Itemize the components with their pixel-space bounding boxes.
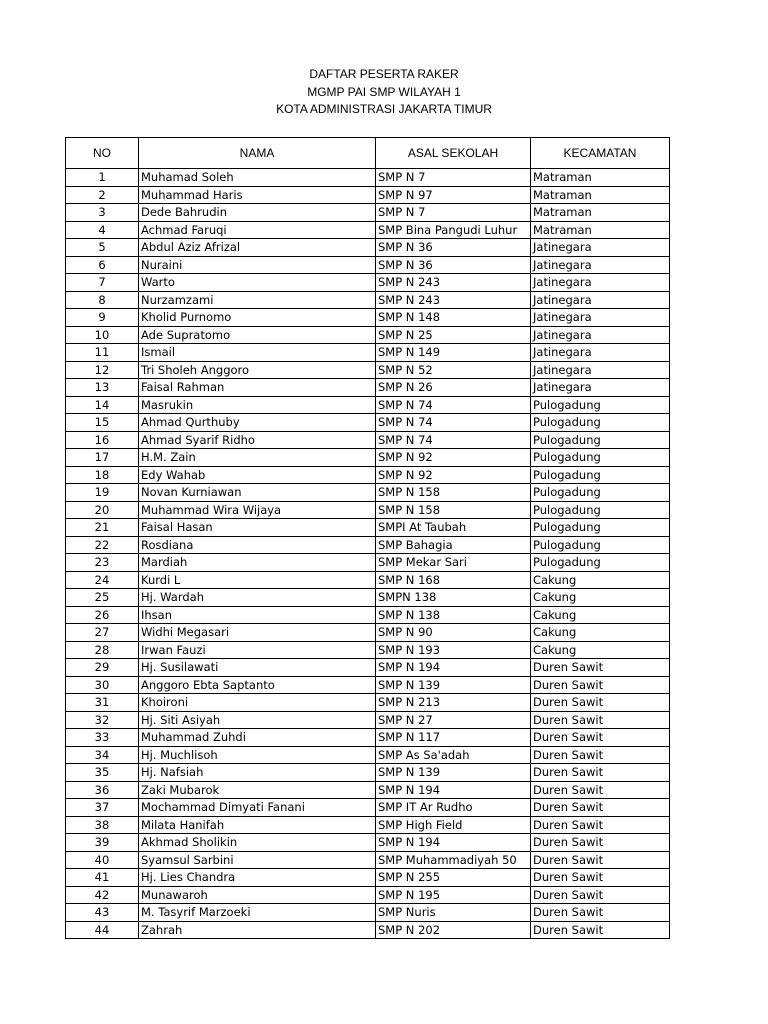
cell-kecamatan: Duren Sawit (531, 921, 670, 939)
cell-kecamatan: Jatinegara (531, 326, 670, 344)
cell-asal-sekolah: SMP N 36 (376, 256, 531, 274)
table-row (66, 519, 670, 537)
cell-asal-sekolah: SMP N 255 (376, 869, 531, 887)
cell-no: 34 (66, 746, 139, 764)
cell-nama: Hj. Nafsiah (139, 764, 376, 782)
cell-asal-sekolah: SMP N 158 (376, 484, 531, 502)
cell-asal-sekolah: SMP N 193 (376, 641, 531, 659)
cell-nama: Kholid Purnomo (139, 309, 376, 327)
cell-no: 33 (66, 729, 139, 747)
document-title-block (0, 66, 768, 119)
cell-asal-sekolah: SMP N 26 (376, 379, 531, 397)
cell-kecamatan: Jatinegara (531, 291, 670, 309)
cell-nama: Hj. Wardah (139, 589, 376, 607)
cell-nama: Widhi Megasari (139, 624, 376, 642)
table-row (66, 239, 670, 257)
cell-asal-sekolah: SMP Nuris (376, 904, 531, 922)
cell-no: 3 (66, 204, 139, 222)
cell-kecamatan: Duren Sawit (531, 676, 670, 694)
cell-no: 11 (66, 344, 139, 362)
table-row (66, 659, 670, 677)
cell-asal-sekolah: SMP N 202 (376, 921, 531, 939)
cell-nama: Syamsul Sarbini (139, 851, 376, 869)
cell-kecamatan: Duren Sawit (531, 816, 670, 834)
cell-no: 23 (66, 554, 139, 572)
cell-no: 36 (66, 781, 139, 799)
cell-asal-sekolah: SMP N 7 (376, 204, 531, 222)
cell-no: 1 (66, 169, 139, 187)
cell-no: 16 (66, 431, 139, 449)
cell-asal-sekolah: SMP N 243 (376, 274, 531, 292)
cell-nama: Ahmad Qurthuby (139, 414, 376, 432)
cell-no: 2 (66, 186, 139, 204)
cell-no: 10 (66, 326, 139, 344)
cell-asal-sekolah: SMPN 138 (376, 589, 531, 607)
cell-asal-sekolah: SMP Muhammadiyah 50 (376, 851, 531, 869)
cell-nama: Milata Hanifah (139, 816, 376, 834)
cell-asal-sekolah: SMP High Field (376, 816, 531, 834)
cell-kecamatan: Jatinegara (531, 361, 670, 379)
cell-no: 27 (66, 624, 139, 642)
cell-asal-sekolah: SMP IT Ar Rudho (376, 799, 531, 817)
table-row (66, 746, 670, 764)
table-row (66, 309, 670, 327)
cell-nama: Zahrah (139, 921, 376, 939)
cell-kecamatan: Pulogadung (531, 519, 670, 537)
table-row (66, 501, 670, 519)
cell-no: 15 (66, 414, 139, 432)
cell-nama: Akhmad Sholikin (139, 834, 376, 852)
cell-kecamatan: Pulogadung (531, 431, 670, 449)
table-row (66, 641, 670, 659)
cell-nama: Ihsan (139, 606, 376, 624)
cell-no: 4 (66, 221, 139, 239)
cell-asal-sekolah: SMP N 52 (376, 361, 531, 379)
cell-no: 13 (66, 379, 139, 397)
table-row (66, 869, 670, 887)
cell-kecamatan: Duren Sawit (531, 659, 670, 677)
cell-asal-sekolah: SMP N 27 (376, 711, 531, 729)
table-row (66, 466, 670, 484)
cell-kecamatan: Duren Sawit (531, 694, 670, 712)
cell-kecamatan: Duren Sawit (531, 729, 670, 747)
cell-nama: Masrukin (139, 396, 376, 414)
cell-kecamatan: Duren Sawit (531, 851, 670, 869)
table-row (66, 256, 670, 274)
cell-nama: Ismail (139, 344, 376, 362)
cell-no: 35 (66, 764, 139, 782)
cell-kecamatan: Jatinegara (531, 274, 670, 292)
cell-no: 6 (66, 256, 139, 274)
cell-no: 28 (66, 641, 139, 659)
table-row (66, 344, 670, 362)
cell-no: 32 (66, 711, 139, 729)
cell-asal-sekolah: SMP N 195 (376, 886, 531, 904)
cell-asal-sekolah: SMP N 74 (376, 431, 531, 449)
cell-kecamatan: Duren Sawit (531, 746, 670, 764)
cell-nama: Novan Kurniawan (139, 484, 376, 502)
cell-nama: Edy Wahab (139, 466, 376, 484)
cell-no: 21 (66, 519, 139, 537)
cell-no: 30 (66, 676, 139, 694)
cell-kecamatan: Duren Sawit (531, 799, 670, 817)
cell-no: 25 (66, 589, 139, 607)
cell-nama: Tri Sholeh Anggoro (139, 361, 376, 379)
header-no: NO (66, 138, 139, 169)
cell-asal-sekolah: SMP N 194 (376, 834, 531, 852)
cell-nama: Muhammad Zuhdi (139, 729, 376, 747)
cell-no: 24 (66, 571, 139, 589)
table-row (66, 536, 670, 554)
cell-no: 29 (66, 659, 139, 677)
cell-asal-sekolah: SMP N 92 (376, 449, 531, 467)
cell-asal-sekolah: SMP N 139 (376, 764, 531, 782)
table-row (66, 204, 670, 222)
table-row (66, 729, 670, 747)
cell-no: 19 (66, 484, 139, 502)
header-nama: NAMA (139, 138, 376, 169)
cell-kecamatan: Pulogadung (531, 449, 670, 467)
cell-kecamatan: Pulogadung (531, 554, 670, 572)
table-row (66, 186, 670, 204)
cell-no: 9 (66, 309, 139, 327)
cell-nama: Muhammad Haris (139, 186, 376, 204)
header-kecamatan: KECAMATAN (531, 138, 670, 169)
cell-asal-sekolah: SMP N 7 (376, 169, 531, 187)
cell-kecamatan: Duren Sawit (531, 886, 670, 904)
cell-no: 18 (66, 466, 139, 484)
cell-no: 8 (66, 291, 139, 309)
cell-kecamatan: Cakung (531, 641, 670, 659)
table-row (66, 554, 670, 572)
cell-asal-sekolah: SMP N 138 (376, 606, 531, 624)
cell-kecamatan: Matraman (531, 204, 670, 222)
table-body (66, 169, 670, 939)
table-row (66, 851, 670, 869)
cell-no: 12 (66, 361, 139, 379)
table-row (66, 816, 670, 834)
cell-asal-sekolah: SMP N 194 (376, 781, 531, 799)
cell-kecamatan: Jatinegara (531, 309, 670, 327)
cell-asal-sekolah: SMP N 213 (376, 694, 531, 712)
cell-nama: H.M. Zain (139, 449, 376, 467)
cell-no: 42 (66, 886, 139, 904)
cell-asal-sekolah: SMP N 139 (376, 676, 531, 694)
cell-asal-sekolah: SMP N 90 (376, 624, 531, 642)
cell-asal-sekolah: SMP N 92 (376, 466, 531, 484)
cell-no: 43 (66, 904, 139, 922)
table-row (66, 449, 670, 467)
cell-no: 26 (66, 606, 139, 624)
table-row (66, 396, 670, 414)
table-row (66, 169, 670, 187)
cell-no: 40 (66, 851, 139, 869)
cell-nama: Anggoro Ebta Saptanto (139, 676, 376, 694)
cell-kecamatan: Matraman (531, 221, 670, 239)
table-row (66, 414, 670, 432)
cell-kecamatan: Duren Sawit (531, 781, 670, 799)
cell-kecamatan: Matraman (531, 169, 670, 187)
cell-nama: Mochammad Dimyati Fanani (139, 799, 376, 817)
cell-asal-sekolah: SMP N 194 (376, 659, 531, 677)
cell-asal-sekolah: SMP N 97 (376, 186, 531, 204)
cell-nama: Faisal Rahman (139, 379, 376, 397)
table-row (66, 589, 670, 607)
table-row (66, 886, 670, 904)
cell-nama: Hj. Siti Asiyah (139, 711, 376, 729)
cell-nama: Hj. Muchlisoh (139, 746, 376, 764)
cell-nama: Kurdi L (139, 571, 376, 589)
cell-nama: Warto (139, 274, 376, 292)
cell-kecamatan: Cakung (531, 589, 670, 607)
table-row (66, 676, 670, 694)
cell-nama: Achmad Faruqi (139, 221, 376, 239)
cell-nama: Irwan Fauzi (139, 641, 376, 659)
cell-kecamatan: Jatinegara (531, 379, 670, 397)
cell-nama: Khoironi (139, 694, 376, 712)
table-row (66, 781, 670, 799)
cell-asal-sekolah: SMP N 148 (376, 309, 531, 327)
cell-nama: Nurzamzami (139, 291, 376, 309)
document-title: DAFTAR PESERTA RAKER (309, 67, 459, 81)
table-row (66, 606, 670, 624)
cell-nama: Rosdiana (139, 536, 376, 554)
document-subtitle: MGMP PAI SMP WILAYAH 1 (307, 84, 461, 99)
table-row (66, 799, 670, 817)
cell-kecamatan: Jatinegara (531, 239, 670, 257)
cell-kecamatan: Duren Sawit (531, 711, 670, 729)
cell-no: 39 (66, 834, 139, 852)
table-row (66, 834, 670, 852)
cell-no: 37 (66, 799, 139, 817)
cell-asal-sekolah: SMP Mekar Sari (376, 554, 531, 572)
table-row (66, 711, 670, 729)
cell-nama: Nuraini (139, 256, 376, 274)
cell-kecamatan: Jatinegara (531, 344, 670, 362)
cell-asal-sekolah: SMP Bina Pangudi Luhur (376, 221, 531, 239)
table-row (66, 274, 670, 292)
table-row (66, 431, 670, 449)
cell-no: 44 (66, 921, 139, 939)
cell-kecamatan: Jatinegara (531, 256, 670, 274)
cell-kecamatan: Pulogadung (531, 501, 670, 519)
cell-asal-sekolah: SMP N 74 (376, 414, 531, 432)
cell-nama: Munawaroh (139, 886, 376, 904)
cell-asal-sekolah: SMP N 25 (376, 326, 531, 344)
cell-kecamatan: Pulogadung (531, 484, 670, 502)
cell-kecamatan: Duren Sawit (531, 904, 670, 922)
cell-kecamatan: Cakung (531, 571, 670, 589)
table-row (66, 764, 670, 782)
table-row (66, 571, 670, 589)
cell-no: 7 (66, 274, 139, 292)
table-header-row (66, 138, 670, 169)
cell-no: 5 (66, 239, 139, 257)
cell-no: 14 (66, 396, 139, 414)
cell-nama: Muhammad Wira Wijaya (139, 501, 376, 519)
cell-nama: Abdul Aziz Afrizal (139, 239, 376, 257)
cell-no: 38 (66, 816, 139, 834)
cell-no: 41 (66, 869, 139, 887)
cell-asal-sekolah: SMP N 168 (376, 571, 531, 589)
cell-kecamatan: Cakung (531, 606, 670, 624)
cell-kecamatan: Pulogadung (531, 466, 670, 484)
table-row (66, 484, 670, 502)
cell-nama: Muhamad Soleh (139, 169, 376, 187)
table-row (66, 624, 670, 642)
cell-no: 22 (66, 536, 139, 554)
cell-asal-sekolah: SMP N 149 (376, 344, 531, 362)
document-region: KOTA ADMINISTRASI JAKARTA TIMUR (276, 102, 492, 116)
cell-asal-sekolah: SMP N 243 (376, 291, 531, 309)
cell-no: 31 (66, 694, 139, 712)
cell-asal-sekolah: SMP N 158 (376, 501, 531, 519)
cell-asal-sekolah: SMPI At Taubah (376, 519, 531, 537)
cell-nama: Hj. Susilawati (139, 659, 376, 677)
cell-nama: Ahmad Syarif Ridho (139, 431, 376, 449)
cell-kecamatan: Pulogadung (531, 396, 670, 414)
cell-kecamatan: Pulogadung (531, 536, 670, 554)
cell-kecamatan: Duren Sawit (531, 869, 670, 887)
table-row (66, 361, 670, 379)
cell-nama: Zaki Mubarok (139, 781, 376, 799)
table-row (66, 694, 670, 712)
cell-kecamatan: Matraman (531, 186, 670, 204)
cell-nama: Mardiah (139, 554, 376, 572)
cell-nama: Faisal Hasan (139, 519, 376, 537)
cell-kecamatan: Pulogadung (531, 414, 670, 432)
cell-asal-sekolah: SMP N 74 (376, 396, 531, 414)
cell-kecamatan: Cakung (531, 624, 670, 642)
cell-kecamatan: Duren Sawit (531, 834, 670, 852)
cell-nama: Ade Supratomo (139, 326, 376, 344)
table-row (66, 379, 670, 397)
table-row (66, 921, 670, 939)
cell-asal-sekolah: SMP As Sa'adah (376, 746, 531, 764)
table-row (66, 904, 670, 922)
table-row (66, 291, 670, 309)
cell-asal-sekolah: SMP N 117 (376, 729, 531, 747)
table-row (66, 221, 670, 239)
participant-table (65, 137, 670, 939)
cell-nama: M. Tasyrif Marzoeki (139, 904, 376, 922)
header-asal-sekolah: ASAL SEKOLAH (376, 138, 531, 169)
cell-asal-sekolah: SMP N 36 (376, 239, 531, 257)
cell-no: 17 (66, 449, 139, 467)
cell-nama: Dede Bahrudin (139, 204, 376, 222)
cell-asal-sekolah: SMP Bahagia (376, 536, 531, 554)
cell-kecamatan: Duren Sawit (531, 764, 670, 782)
cell-no: 20 (66, 501, 139, 519)
cell-nama: Hj. Lies Chandra (139, 869, 376, 887)
table-row (66, 326, 670, 344)
